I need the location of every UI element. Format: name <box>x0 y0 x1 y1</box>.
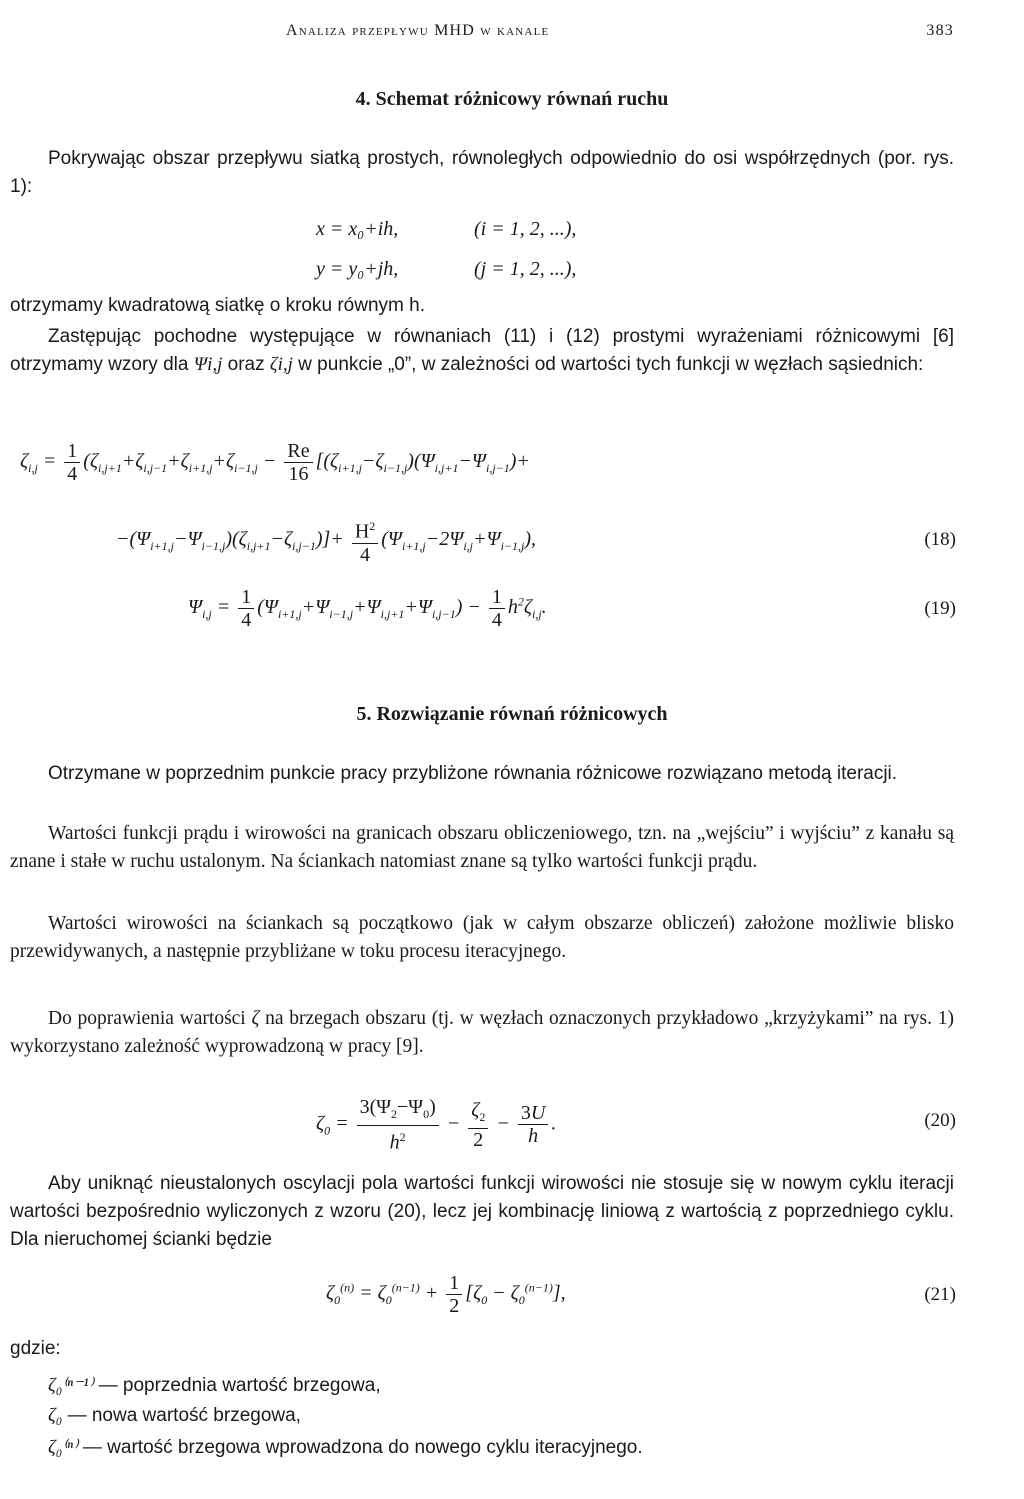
legend-text: — nowa wartość brzegowa, <box>67 1405 301 1426</box>
legend-symbol: ζ₀⁽ⁿ⁻¹⁾ <box>48 1375 94 1396</box>
grid-equation-x <box>0 218 1024 246</box>
grid-y-range: (j = 1, 2, ...), <box>474 258 577 280</box>
equation-18-line-2: $-(\Psi_{i+1,j}-\Psi_{i-1,j})(\zeta_{i,j+1}-\zeta_{i,j-1})]+$ $\frac{H^2}{4}$ $(\Psi_{i+1,j}-2\Psi_{i,j}+\Psi_{i-1,j})$, (18) <box>0 505 1024 565</box>
psi-symbol: Ψi,j <box>193 354 223 375</box>
paragraph-4-text-a: Do poprawienia wartości <box>48 1008 252 1029</box>
legend-symbol: ζ₀⁽ⁿ⁾ <box>48 1437 78 1458</box>
section-5-heading: 5. Rozwiązanie równań różnicowych <box>356 703 668 725</box>
equation-18-number: (18) <box>924 529 956 550</box>
section-5-paragraph-4 <box>10 1005 954 1061</box>
legend-text: — poprzednia wartość brzegowa, <box>98 1375 381 1396</box>
section-4-intro: Pokrywając obszar przepływu siatką prostych, równoległych odpowiednio do osi współrzędnych (por. rys. 1): <box>10 148 954 197</box>
equation-19: $\Psi_{i,j}$ = $\frac{1}{4}$ $(\Psi_{i+1,j}+\Psi_{i-1,j}+\Psi_{i,j+1}+\Psi_{i,j-1})$ − $\frac{1}{4}$ $h^2\zeta_{i,j}$. (19) <box>188 586 956 631</box>
running-title: Analiza przepływu MHD w kanale <box>286 22 550 39</box>
equation-21-number: (21) <box>924 1284 956 1305</box>
legend-symbol: ζ₀ <box>48 1405 63 1426</box>
equation-18-line-1: $\zeta_{i,j}$ = $\frac{1}{4}$ ($\zeta_{i,j+1}+\zeta_{i,j-1}+\zeta_{i+1,j}+\zeta_{i-1,j}$ − $\frac{Re}{16}$ [$(\zeta_{i+1,j}-\zeta_{i-1,j})(\Psi_{i,j+1}-\Psi_{i,j-1})+$ <box>20 440 530 485</box>
paragraph-4-text-b: na brzegach obszaru (tj. w węzłach oznaczonych przykładowo „krzyżykami” na rys. 1) wykorzystano zależność wyprowadzoną w pracy [9]. <box>10 1008 954 1057</box>
section-5-paragraph-1: Otrzymane w poprzednim punkcie pracy przybliżone równania różnicowe rozwiązano metodą iteracji. <box>48 763 898 784</box>
where-label: gdzie: <box>10 1338 61 1359</box>
legend-item <box>48 1436 643 1459</box>
grid-x-range: (i = 1, 2, ...), <box>474 218 577 240</box>
page-number: 383 <box>926 22 954 39</box>
equation-19-number: (19) <box>924 598 956 619</box>
section-5-paragraph-2: Wartości funkcji prądu i wirowości na granicach obszaru obliczeniowego, tzn. na „wejściu” i wyjściu” z kanału są znane i stałe w ruchu ustalonym. Na ściankach natomiast znane są tylko wartości funkcji prądu. <box>10 823 954 872</box>
grid-x-expr: x = x₀+ih, <box>316 218 399 240</box>
zeta-symbol: ζi,j <box>269 354 293 375</box>
equation-20-number: (20) <box>924 1110 956 1131</box>
substitution-text-a: Zastępując pochodne występujące w równaniach (11) i (12) prostymi wyrażeniami różnicowymi [6] otrzymamy wzory dla <box>10 326 954 375</box>
section-5-paragraph-5: Aby uniknąć nieustalonych oscylacji pola wartości funkcji wirowości nie stosuje się w nowym cyklu iteracji wartości bezpośrednio wyliczonych z wzoru (20), lecz jej kombinację liniową z wartością z poprzedniego cyklu. Dla nieruchomej ścianki będzie <box>10 1173 954 1250</box>
grid-conclusion: otrzymamy kwadratową siatkę o kroku równym h. <box>10 295 425 316</box>
legend-item <box>48 1405 301 1427</box>
grid-equation-y <box>0 258 1024 286</box>
grid-y-expr: y = y₀+jh, <box>316 258 399 280</box>
substitution-text-b: oraz <box>222 354 270 375</box>
section-5-paragraph-3: Wartości wirowości na ściankach są początkowo (jak w całym obszarze obliczeń) założone możliwie blisko przewidywanych, a następnie przybliżane w toku procesu iteracyjnego. <box>10 913 954 962</box>
substitution-paragraph <box>10 323 954 379</box>
legend-text: — wartość brzegowa wprowadzona do nowego cyklu iteracyjnego. <box>82 1437 643 1458</box>
equation-20: $\zeta_0$ = $\frac{3(\Psi_2-\Psi_0)}{h^2}$ − $\frac{\zeta_2}{2}$ − $\frac{3U}{h}$ . (20) <box>316 1096 956 1154</box>
zeta-inline-symbol: ζ <box>251 1008 260 1029</box>
substitution-text-c: w punkcie „0”, w zależności od wartości tych funkcji w węzłach sąsiednich: <box>292 354 924 375</box>
legend-item <box>48 1374 381 1397</box>
running-header <box>0 22 1024 46</box>
section-4-heading: 4. Schemat różnicowy równań ruchu <box>355 88 669 110</box>
equation-21: $\zeta_0^{(n)} = \zeta_0^{(n-1)}$ + $\frac{1}{2}$ $[\zeta_0 - \zeta_0^{(n-1)}]$, (21) <box>326 1272 956 1317</box>
